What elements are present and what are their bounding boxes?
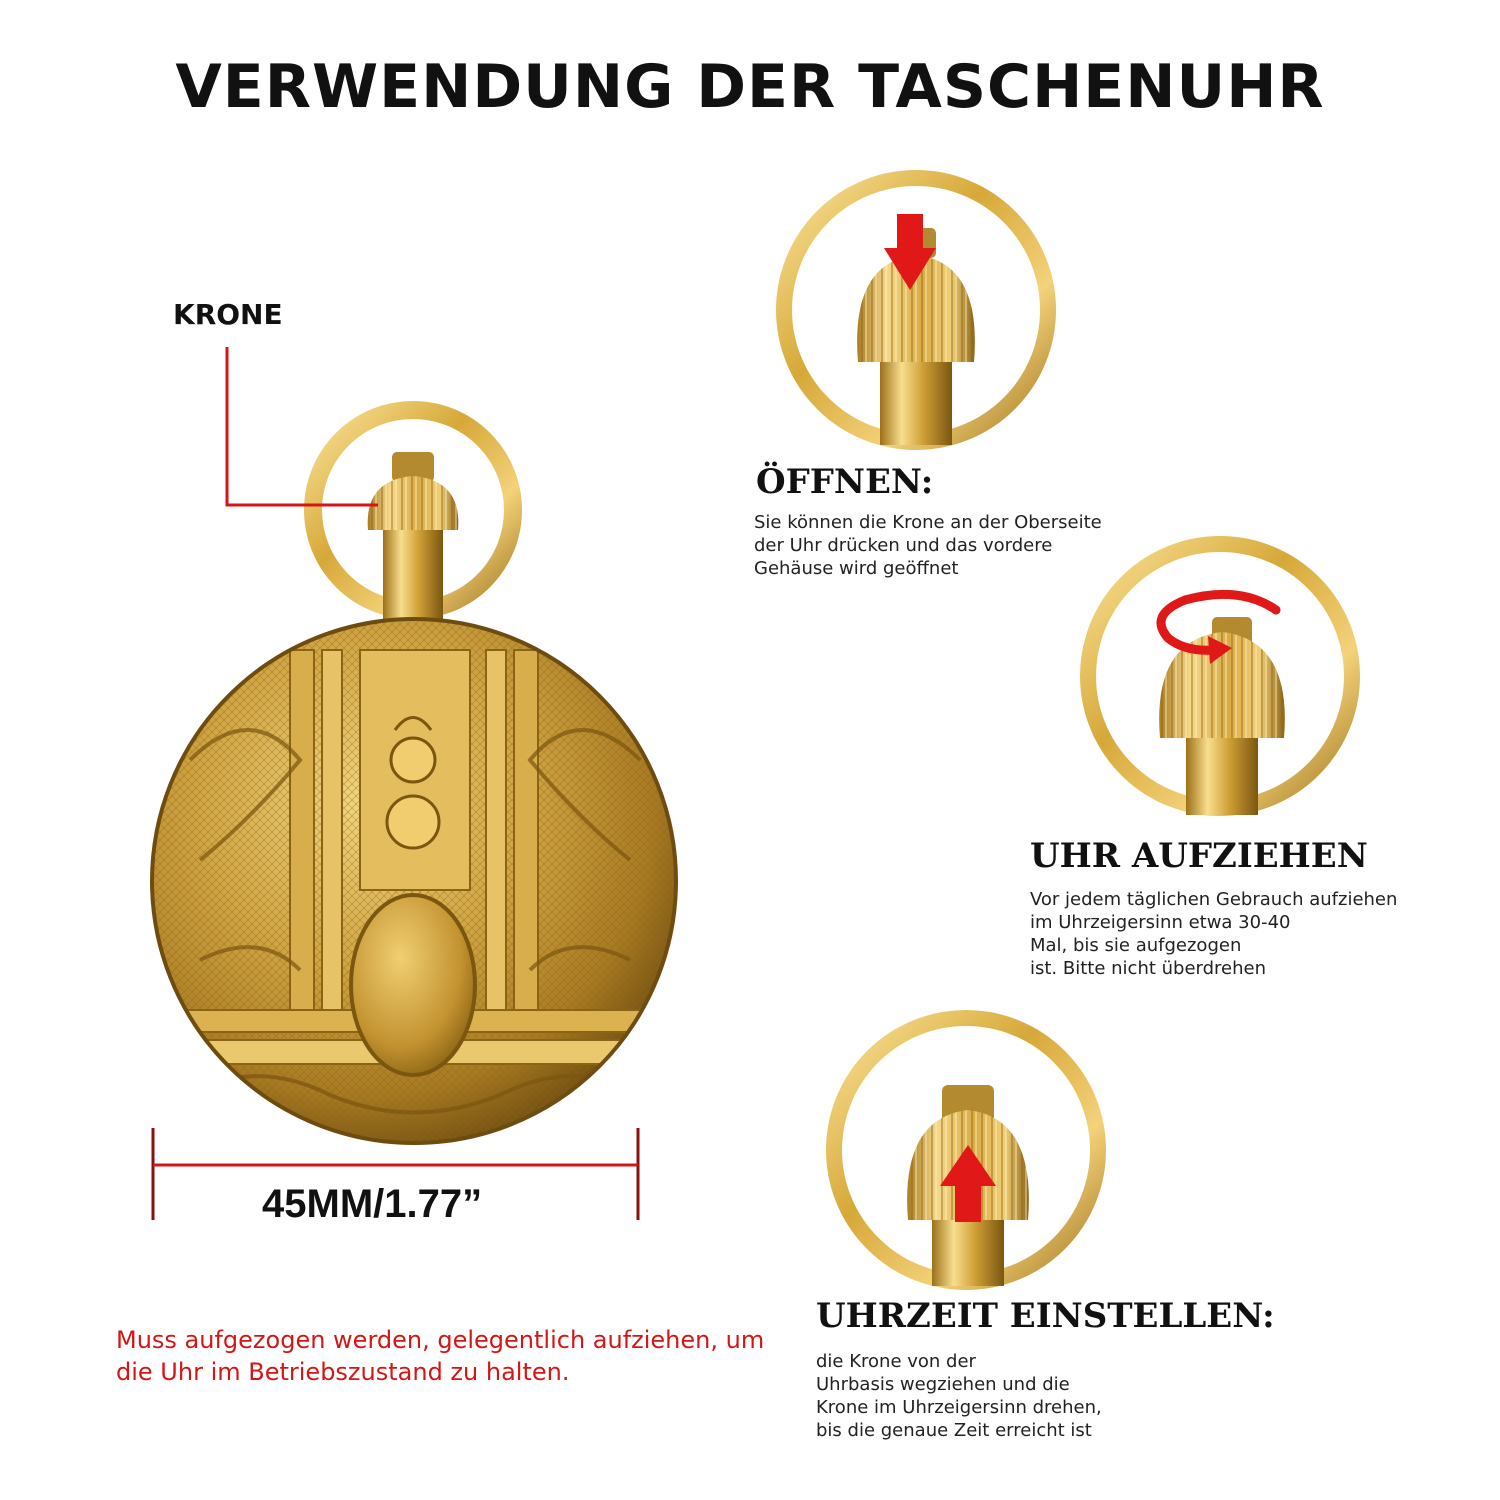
- step-set-line: Krone im Uhrzeigersinn drehen,: [816, 1397, 1102, 1418]
- crown-label: KRONE: [173, 298, 283, 331]
- detail-set-crown: [834, 1018, 1098, 1286]
- step-wind-line: Vor jedem täglichen Gebrauch aufziehen: [1030, 889, 1398, 910]
- detail-open-crown: [784, 178, 1048, 445]
- step-set-line: die Krone von der: [816, 1351, 976, 1372]
- step-wind-heading: UHR AUFZIEHEN: [1030, 836, 1368, 876]
- step-open-text: [754, 511, 1102, 580]
- note-line: die Uhr im Betriebszustand zu halten.: [116, 1358, 570, 1386]
- size-label: 45MM/1.77”: [262, 1182, 483, 1226]
- step-open-line: Sie können die Krone an der Oberseite: [754, 512, 1102, 533]
- step-set-line: Uhrbasis wegziehen und die: [816, 1374, 1070, 1395]
- step-open-line: der Uhr drücken und das vordere: [754, 535, 1053, 556]
- page-title: VERWENDUNG DER TASCHENUHR: [175, 52, 1325, 122]
- step-wind-text: [1030, 888, 1397, 980]
- note-line: Muss aufgezogen werden, gelegentlich aufziehen, um: [116, 1326, 765, 1354]
- watch-stem: [383, 520, 443, 630]
- winding-note: [116, 1324, 764, 1388]
- step-set-text: [816, 1350, 1102, 1442]
- step-set-line: bis die genaue Zeit erreicht ist: [816, 1420, 1092, 1441]
- step-set-heading: UHRZEIT EINSTELLEN:: [816, 1296, 1275, 1336]
- step-wind-line: ist. Bitte nicht überdrehen: [1030, 958, 1267, 979]
- step-wind-line: Mal, bis sie aufgezogen: [1030, 935, 1242, 956]
- detail-wind-crown: [1088, 544, 1352, 815]
- watch-crown: [368, 452, 459, 530]
- main-watch: [150, 410, 680, 1145]
- step-open-heading: ÖFFNEN:: [756, 462, 934, 502]
- step-open-line: Gehäuse wird geöffnet: [754, 558, 959, 579]
- watch-cartouche: [351, 895, 475, 1075]
- step-wind-line: im Uhrzeigersinn etwa 30-40: [1030, 912, 1291, 933]
